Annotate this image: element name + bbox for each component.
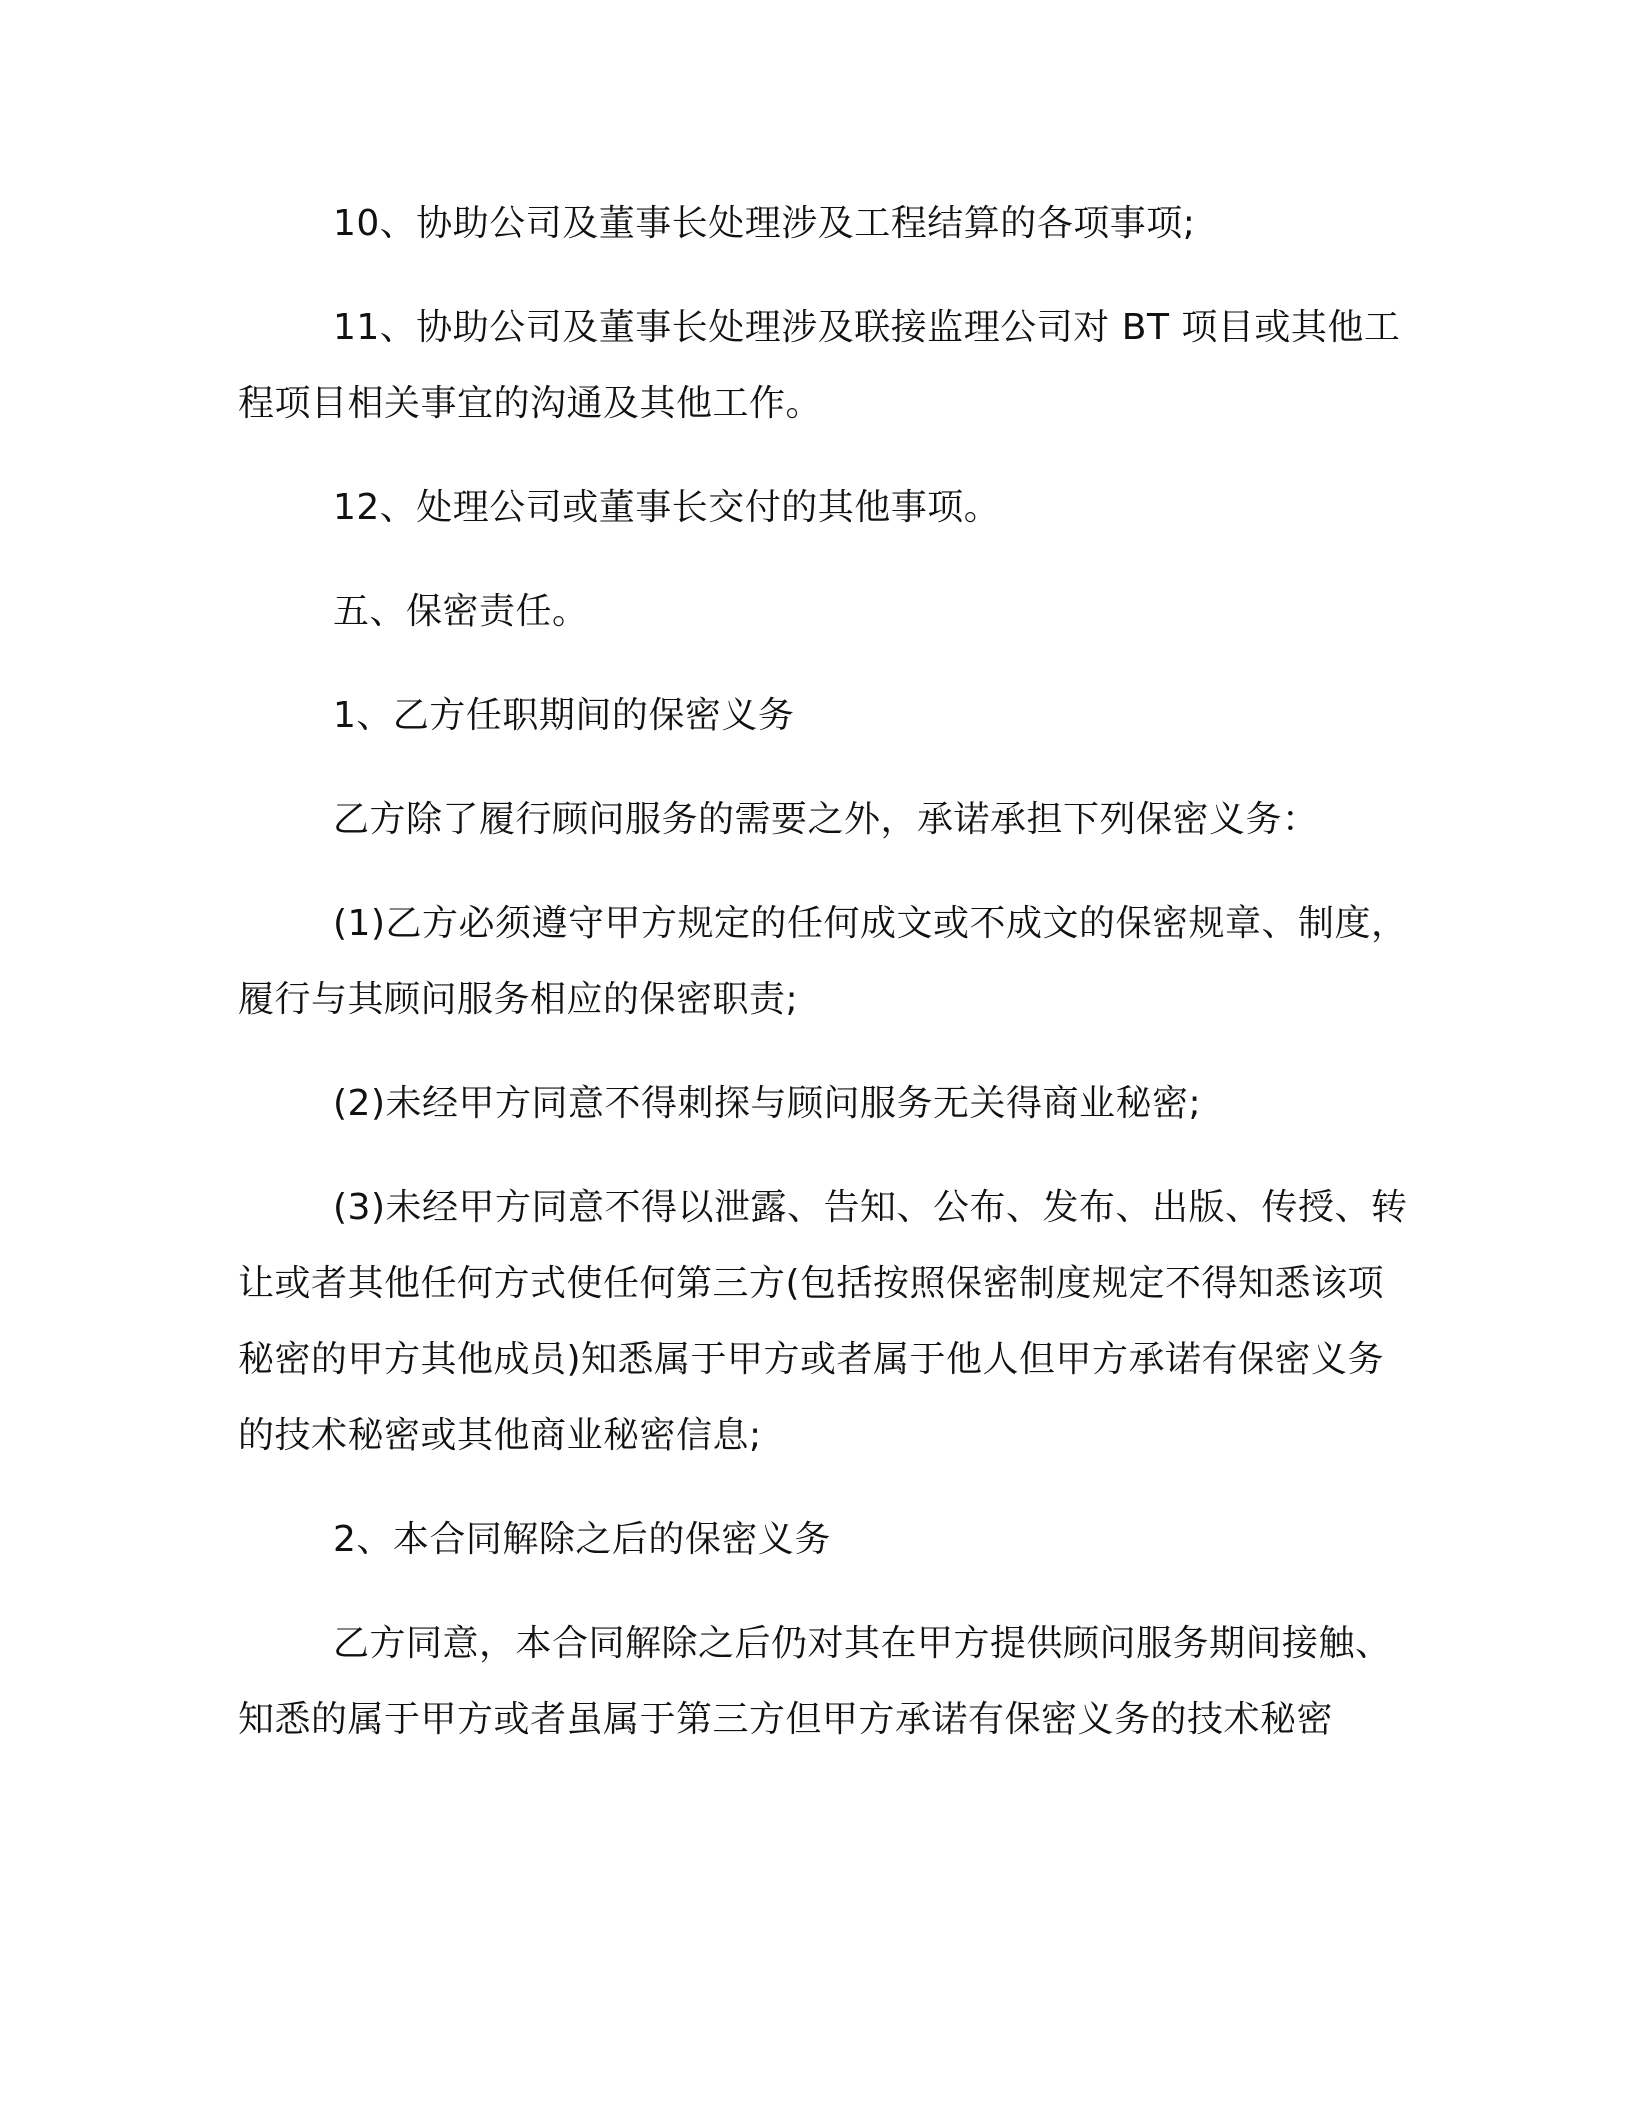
paragraph-obligation-3: (3)未经甲方同意不得以泄露、告知、公布、发布、出版、传授、转让或者其他任何方式使任何第三方(包括按照保密制度规定不得知悉该项秘密的甲方其他成员)知悉属于甲方或者属于他人但甲方承诺有保密义务的技术秘密或其他商业秘密信息; xyxy=(238,1187,1408,1456)
section-heading-confidentiality: 五、保密责任。 xyxy=(333,591,589,632)
paragraph-obligation-2: (2)未经甲方同意不得刺探与顾问服务无关得商业秘密; xyxy=(333,1083,1202,1124)
paragraph-item-12: 12、处理公司或董事长交付的其他事项。 xyxy=(333,487,1001,528)
paragraph-after-termination: 乙方同意，本合同解除之后仍对其在甲方提供顾问服务期间接触、知悉的属于甲方或者虽属于第三方但甲方承诺有保密义务的技术秘密 xyxy=(238,1623,1392,1740)
paragraph-item-11: 11、协助公司及董事长处理涉及联接监理公司对 BT 项目或其他工程项目相关事宜的沟通及其他工作。 xyxy=(238,307,1401,424)
document-body xyxy=(238,186,1408,1786)
subsection-heading-after-termination: 2、本合同解除之后的保密义务 xyxy=(333,1519,831,1560)
paragraph-obligations-intro: 乙方除了履行顾问服务的需要之外，承诺承担下列保密义务： xyxy=(333,799,1319,840)
subsection-heading-during-term: 1、乙方任职期间的保密义务 xyxy=(333,695,795,736)
paragraph-item-10: 10、协助公司及董事长处理涉及工程结算的各项事项; xyxy=(333,203,1196,244)
paragraph-obligation-1: (1)乙方必须遵守甲方规定的任何成文或不成文的保密规章、制度，履行与其顾问服务相应的保密职责; xyxy=(238,903,1408,1020)
